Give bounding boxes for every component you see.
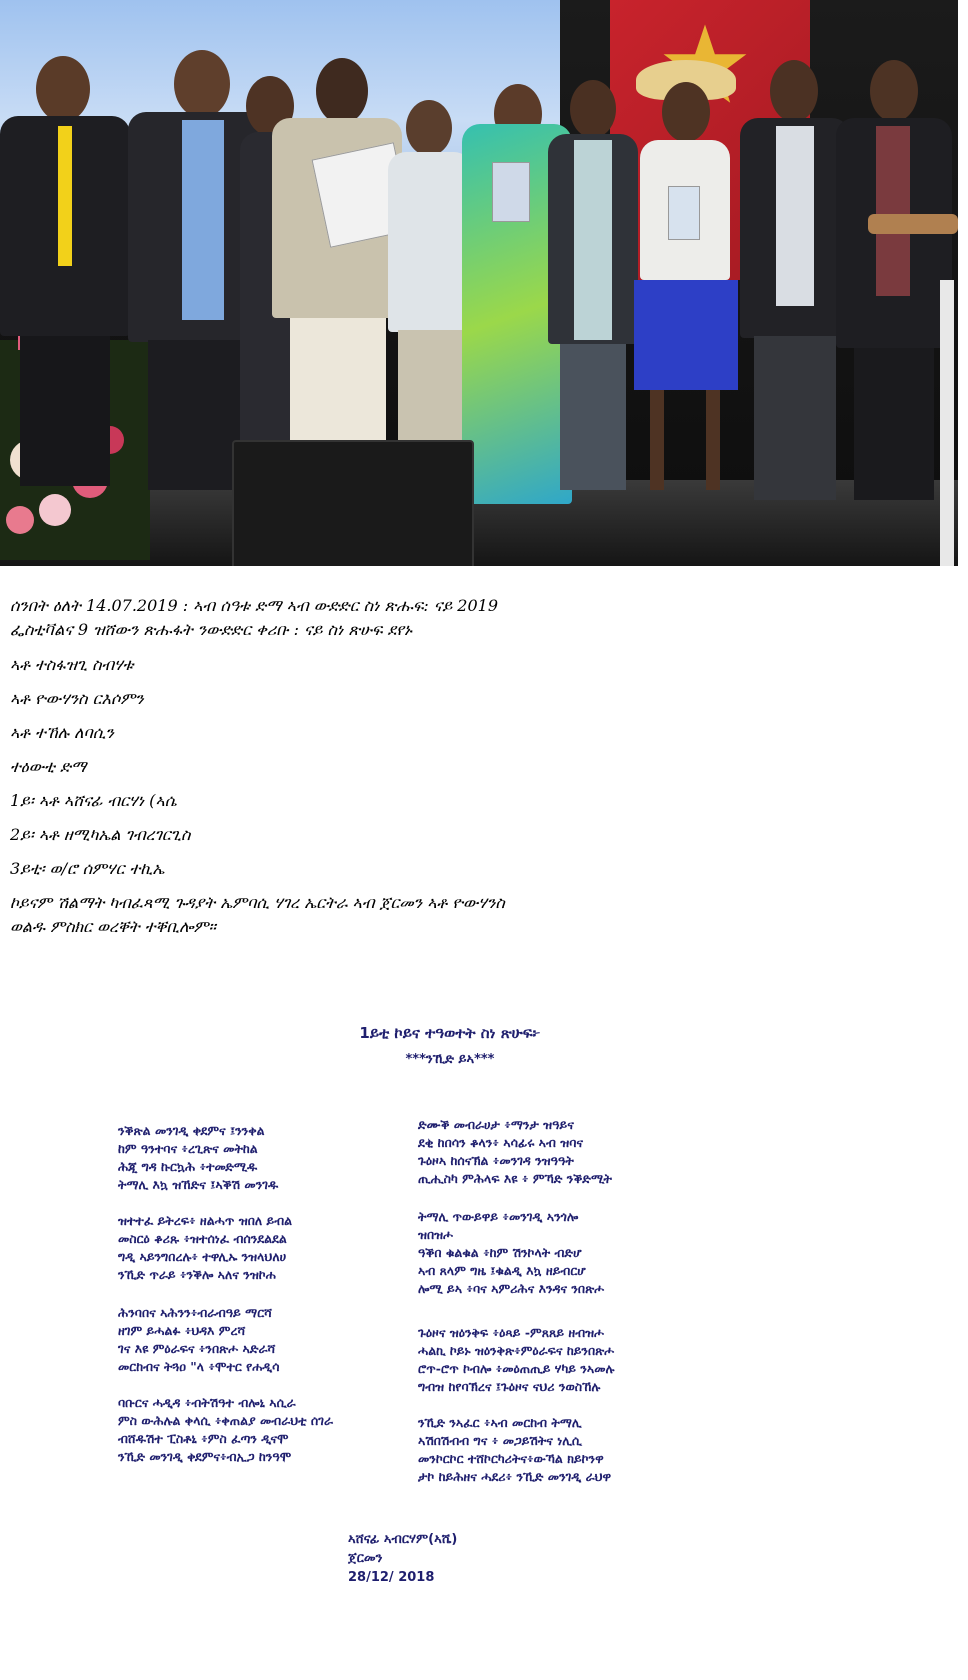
poem-line: ድሙቕ መብራሀታ ፥ማንታ ዝዓይና bbox=[418, 1117, 574, 1132]
poem-line: ኣሽበሽብብ ግና ፥ መጋይሽትና ነሊሲ bbox=[418, 1433, 582, 1448]
caption-award-line-1: ኮይናም ሽልማት ካብፈጻሚ ጉዳያት ኤምባሲ ሃገረ ኤርትራ ኣብ ጀርመን ኣቶ ዮውሃንስ bbox=[10, 893, 505, 912]
person-8 bbox=[620, 60, 750, 490]
poem-title: ***ንኺድ ይኣ*** bbox=[405, 1052, 495, 1067]
poem-left-stanza-1 bbox=[118, 1122, 278, 1194]
poem-line: ከም ዓንተባና ፥ረጊጽና መትከል bbox=[118, 1141, 258, 1156]
person-9 bbox=[740, 60, 850, 500]
poem-signature bbox=[348, 1530, 457, 1587]
caption-judge-2: ኣቶ ዮውሃንስ ርእሶምን bbox=[10, 689, 144, 708]
poem-line: ግዲ ኣይንግበረሉ፥ ተዋሊኡ ንዝላህለሀ bbox=[118, 1249, 287, 1264]
caption-award-line-2: ወልዱ ምስክር ወረቐት ተቐቢሎም። bbox=[10, 917, 216, 936]
poem-left-stanza-2 bbox=[118, 1212, 292, 1284]
poem-line: ጉዕዞና ዝዕንቅፍ ፥ዕጻይ -ምጸጸይ ዘብዝሖ bbox=[418, 1325, 604, 1340]
poem-line: ትማሊ ጥውይዋይ ፥መንገዲ ኣንጎሎ bbox=[418, 1209, 579, 1224]
poem-heading: 1ይቲ ኮይና ተዓወተት ስነ ጽሁፍ፦ bbox=[359, 1024, 541, 1042]
person-4 bbox=[272, 58, 402, 458]
poem-line: ሕንባበና ኣሕንን፥ብራብዓይ ማርሻ bbox=[118, 1305, 272, 1320]
poem-line: ምስ ውሕሉል ቀላሲ ፥ቀጠልያ መብራህቲ ሰገራ bbox=[118, 1413, 333, 1428]
podium-top bbox=[868, 214, 958, 234]
poem-line: ንኺድ ጥራይ ፥ንቕሎ ኣለና ንዝኮሐ bbox=[118, 1267, 276, 1282]
caption-line-1: ሰንበት ዕለት 14.07.2019 : ኣብ ሰዓቱ ድማ ኣብ ውድድር ስነ ጽሑፍ: ናይ 2019 bbox=[10, 596, 499, 615]
author-name: ኣሸናፊ ኣብርሃም(ኣሼ) bbox=[348, 1532, 458, 1547]
poem-line: ሕጂ ግዳ ኩርኳሕ ፥ተመድሚዱ bbox=[118, 1159, 258, 1174]
poem-line: መርከብና ትጓዐ "ላ ፥ሞተር የሐዲሳ bbox=[118, 1359, 280, 1374]
poem-line: ዓቕበ ቁልቁል ፥ከም ሽንኮላት ብድሆ bbox=[418, 1245, 582, 1260]
person-10 bbox=[836, 60, 952, 500]
poem-line: መንኮርኮር ተሸኮርካሪትና፥ውኻል ክይኮንዋ bbox=[418, 1451, 604, 1466]
caption-line-2: ፌስቲቫልና 9 ዝሸውን ጽሑፋት ንውድድር ቀሪቡ : ናይ ስነ ጽሁፍ ደየኑ bbox=[10, 620, 412, 639]
poem-right-stanza-4 bbox=[418, 1414, 611, 1486]
poem-line: ደቂ ከበሳን ቆላን፥ ኣሳፊሩ ኣብ ዝባና bbox=[418, 1135, 584, 1150]
poem-line: ንኺድ መንገዲ ቀደምና፥ብኢጋ ከንዓሞ bbox=[118, 1449, 292, 1464]
caption-judge-3: ኣቶ ተኸሉ ለባሲን bbox=[10, 723, 114, 742]
poem-line: ዝተተፈ ይትረፍ፥ ዘልሓጥ ዝበለ ይብል bbox=[118, 1213, 293, 1228]
podium-post bbox=[940, 280, 954, 566]
caption-winner-3: 3ይቲ፡ ወ/ሮ ሰምሃር ተኪኤ bbox=[10, 859, 165, 878]
poem-line: ጢሒስካ ምሕላፍ እዩ ፥ ምኻድ ንቕድሚት bbox=[418, 1171, 612, 1186]
person-1 bbox=[0, 56, 130, 486]
poem-right-stanza-3 bbox=[418, 1324, 614, 1396]
poem-right-stanza-2 bbox=[418, 1208, 604, 1298]
poem-line: ግብዝ ከየባኽረና ፤ጉዕዞና ናህሪ ንወስኸሉ bbox=[418, 1379, 601, 1394]
author-location: ጀርመን bbox=[348, 1551, 383, 1566]
poem-line: ጉዕዞኣ ከሰናኽል ፥መንገዳ ንዝዓዓት bbox=[418, 1153, 574, 1168]
stage-speaker bbox=[232, 440, 474, 566]
caption-judge-1: ኣቶ ተስፋዝጊ ስብሃቱ bbox=[10, 655, 134, 674]
poem-line: ኣብ ጸላም ግዜ ፤ቁልዲ እኳ ዘይብርሆ bbox=[418, 1263, 586, 1278]
poem-line: ታኮ ከይሕዘና ሓደሪ፥ ንኺድ መንገዲ ራህዋ bbox=[418, 1469, 612, 1484]
poem-left-stanza-4 bbox=[118, 1394, 333, 1466]
poem-right-stanza-1 bbox=[418, 1116, 612, 1188]
poem-line: ባቡርና ሓዲዳ ፥ብትሽዓተ ብሎኒ ኣሲራ bbox=[118, 1395, 296, 1410]
poem-line: ንኺድ ንኣፈር ፥ኣብ መርከብ ትማሊ bbox=[418, 1415, 582, 1430]
person-5 bbox=[388, 100, 472, 480]
poem-line: ትማሊ እኳ ዝኸድና ፤ኣቕሽ መንገዱ bbox=[118, 1177, 279, 1192]
poem-line: መስርዕ ቆሪጹ ፥ዝተሰነፈ ብሰንደልደል bbox=[118, 1231, 287, 1246]
poem-line: ገና እዩ ምዕራፍና ፥ንበጽሖ ኣድራሻ bbox=[118, 1341, 276, 1356]
event-photo bbox=[0, 0, 958, 566]
poem-line: ዝበዝሖ bbox=[418, 1227, 454, 1242]
caption-winner-1: 1ይ፡ ኣቶ ኣሸናፊ ብርሃነ (ኣሴ bbox=[10, 791, 177, 810]
poem-line: ሎሚ ይኣ ፥ባና ኣምሪሕና እንዳና ንበጽሖ bbox=[418, 1281, 605, 1296]
poem-line: ሮጥ-ሮጥ ኮብሎ ፥መዕጠጢይ ሃካይ ንኣመሉ bbox=[418, 1361, 615, 1376]
caption-winner-2: 2ይ፡ ኣቶ ዘሚካኤል ገብረገርጊስ bbox=[10, 825, 191, 844]
book-held-2 bbox=[492, 162, 530, 222]
poem-line: ንቕጽል መንገዲ ቀደምና ፤ንንቀል bbox=[118, 1123, 265, 1138]
poem-date: 28/12/ 2018 bbox=[348, 1570, 435, 1585]
caption-winners-heading: ተዕውቲ ድማ bbox=[10, 757, 87, 776]
poem-line: ብሸዱሽተ ፒስቶኒ ፥ምስ ፈጣን ዲናሞ bbox=[118, 1431, 289, 1446]
poem-left-stanza-3 bbox=[118, 1304, 280, 1376]
book-held-3 bbox=[668, 186, 700, 240]
poem-line: ዘገም ይሓልፉ ፥ህዳእ ምረሻ bbox=[118, 1323, 246, 1338]
poem-line: ሓልኪ ኮይኑ ዝዕንቅጽ፥ምዕራፍና ከይንበጽሖ bbox=[418, 1343, 615, 1358]
